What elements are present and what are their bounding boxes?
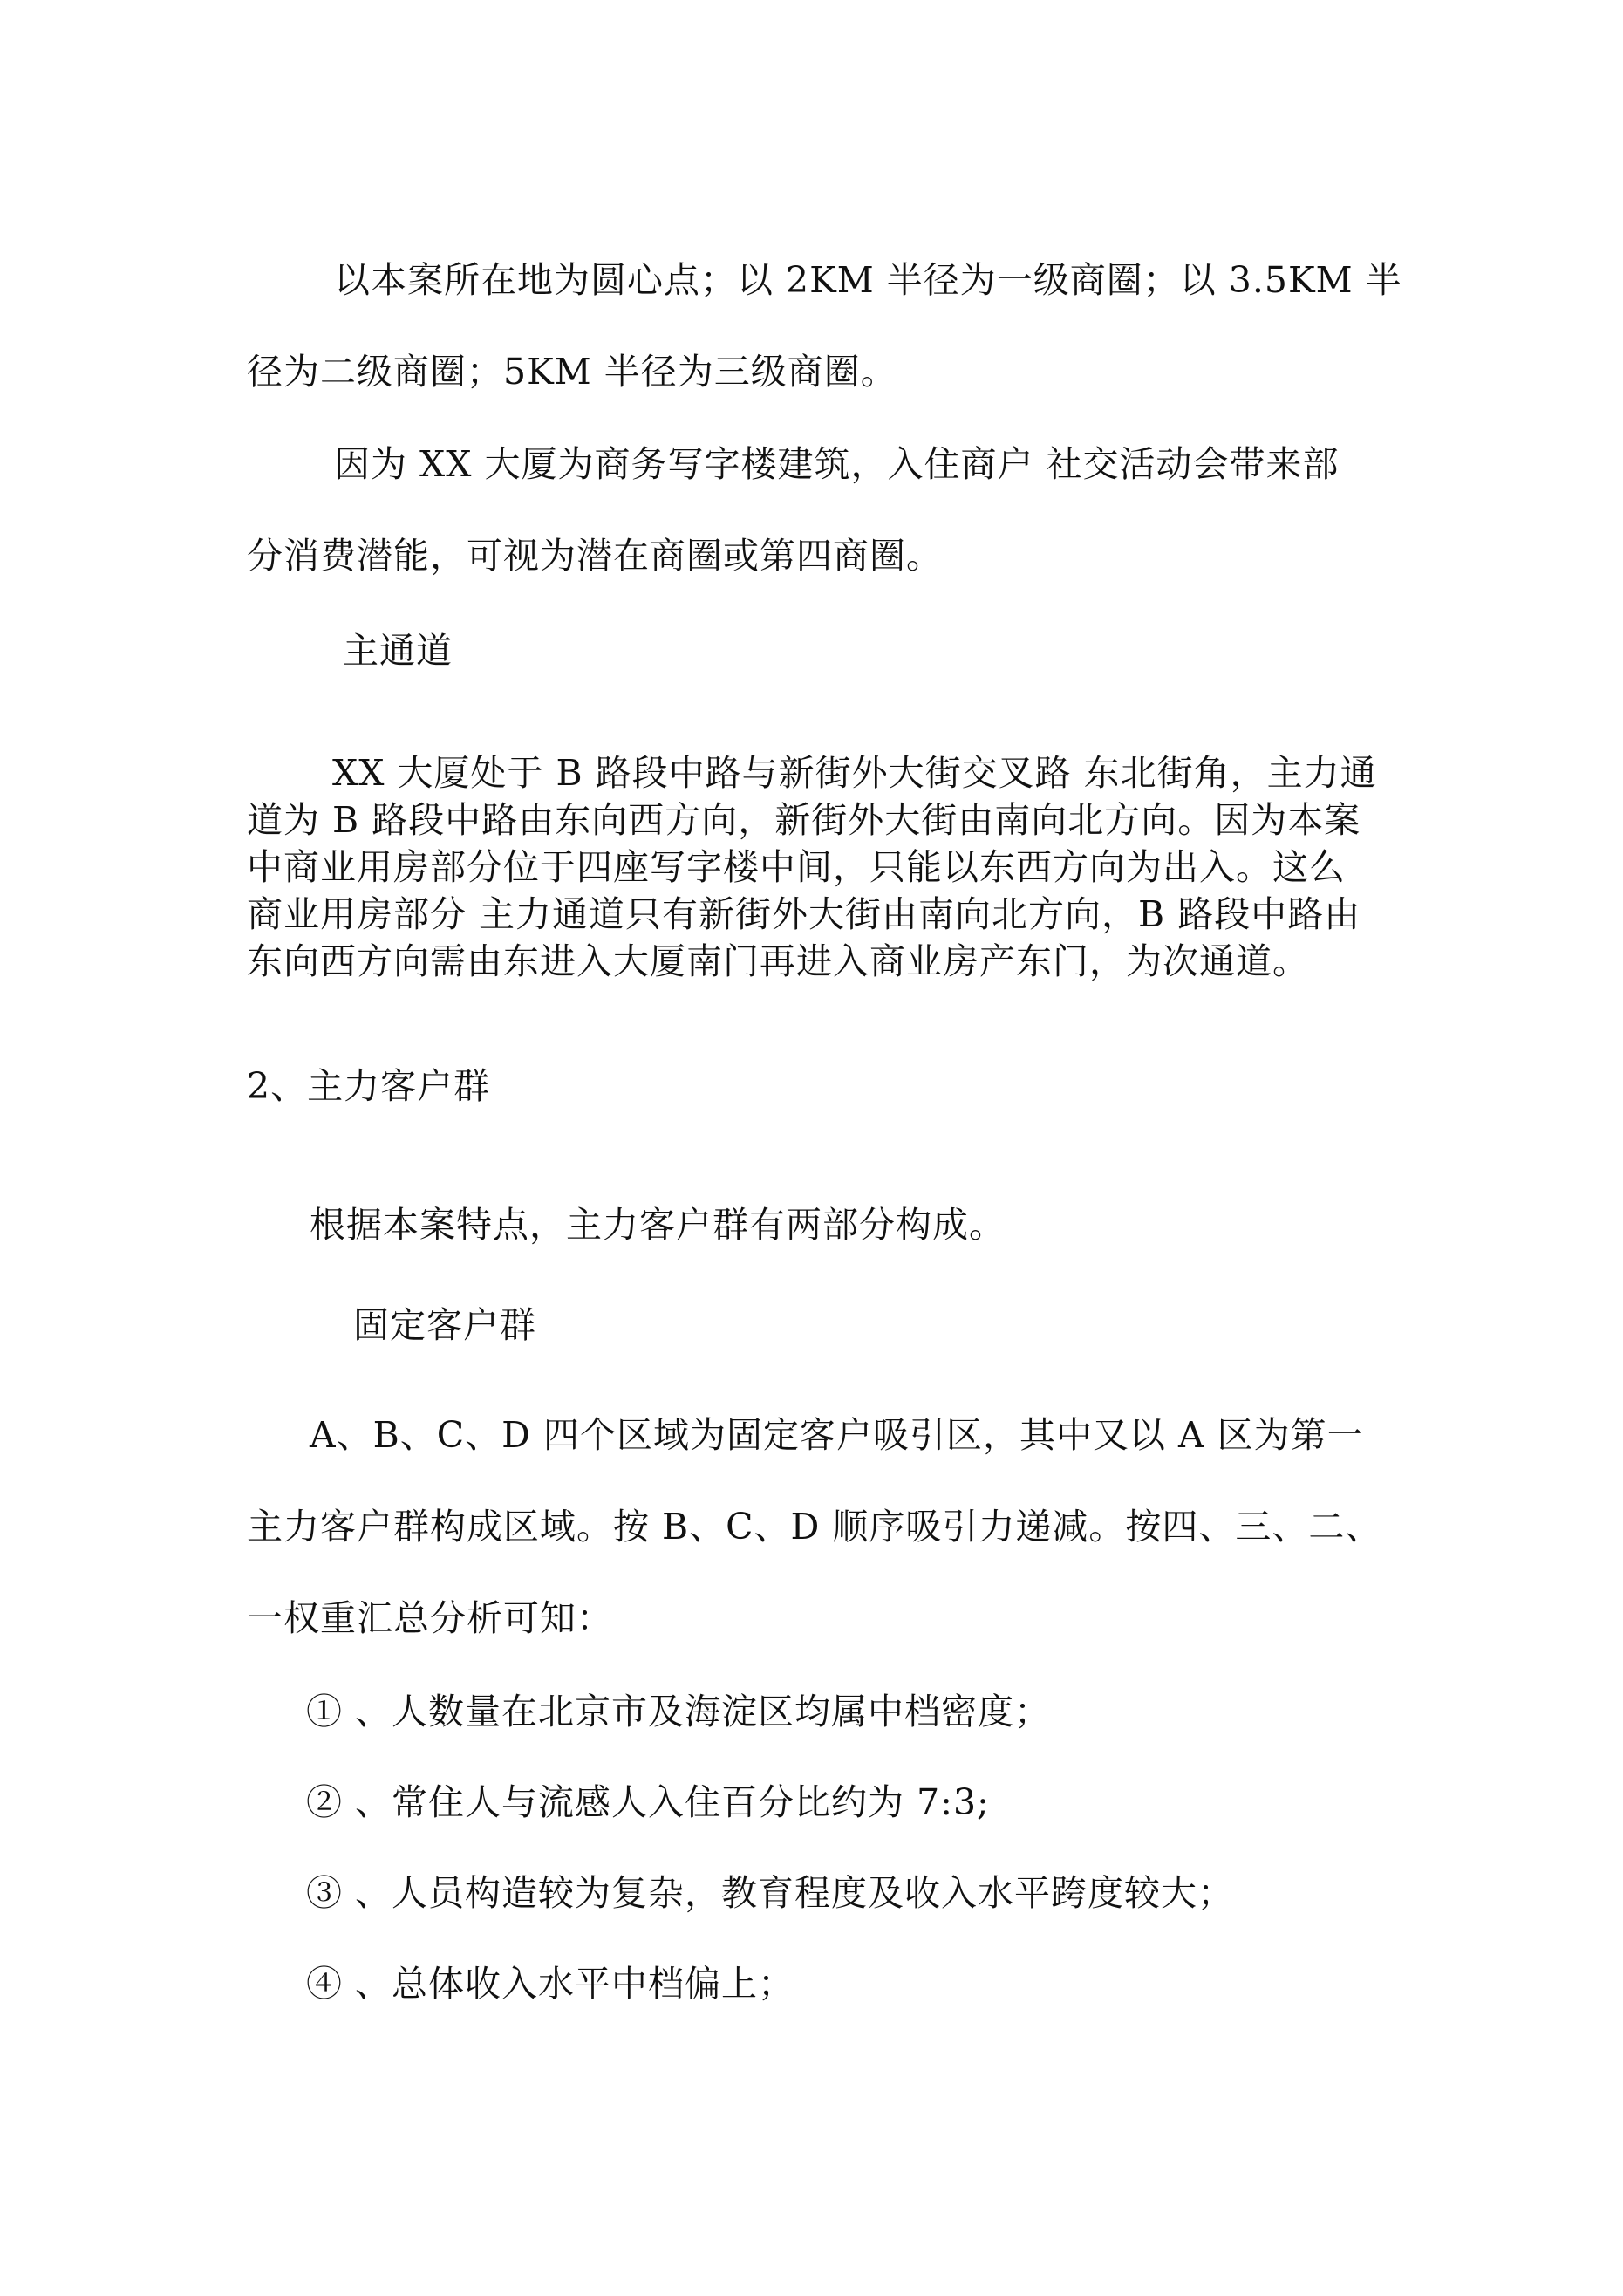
- list-item-finding-3: [247, 1848, 1450, 1939]
- text-line: 东向西方向需由东进入大厦南门再进入商业房产东门，为次通道。: [247, 940, 1309, 982]
- text-line: ④ 、总体收入水平中档偏上；: [306, 1963, 795, 2005]
- text-line: 中商业用房部分位于四座写字楼中间，只能以东西方向为出入。这么: [247, 846, 1346, 888]
- text-line: 商业用房部分 主力通道只有新街外大街由南向北方向，B 路段中路由: [247, 893, 1361, 935]
- heading-main-channel: [247, 605, 1450, 697]
- heading-section-2: [247, 1041, 1450, 1132]
- list-item-finding-4: [247, 1938, 1450, 2030]
- text-line: 分消费潜能，可视为潜在商圈或第四商圈。: [247, 535, 943, 577]
- text-line: ② 、常住人与流感人入住百分比约为 7:3;: [306, 1781, 990, 1823]
- heading-fixed-customers: [247, 1280, 1450, 1371]
- list-item-finding-1: [247, 1666, 1450, 1758]
- text-line: 径为二级商圈；5KM 半径为三级商圈。: [247, 351, 897, 393]
- paragraph-fixed-customers-description: [247, 1390, 1450, 1664]
- list-item-finding-2: [247, 1757, 1450, 1848]
- text-line: 以本案所在地为圆心点；以 2KM 半径为一级商圈；以 3.5KM 半: [334, 259, 1402, 301]
- text-line: 因为 XX 大厦为商务写字楼建筑，入住商户 社交活动会带来部: [334, 443, 1340, 485]
- paragraph-trade-area-definition: [247, 235, 1450, 418]
- text-line: ① 、人数量在北京市及海淀区均属中档密度；: [306, 1691, 1052, 1732]
- paragraph-main-channel-description: [247, 749, 1450, 985]
- text-line: ③ 、人员构造较为复杂，教育程度及收入水平跨度较大；: [306, 1872, 1235, 1914]
- paragraph-potential-trade-area: [247, 419, 1450, 602]
- text-line: A、B、C、D 四个区域为固定客户吸引区，其中又以 A 区为第一: [310, 1414, 1364, 1456]
- text-line: 道为 B 路段中路由东向西方向，新街外大街由南向北方向。因为本案: [247, 799, 1361, 841]
- text-line: XX 大厦处于 B 路段中路与新街外大街交叉路 东北街角，主力通: [332, 752, 1377, 794]
- paragraph-customer-composition: [247, 1179, 1450, 1271]
- text-line: 主通道: [343, 630, 453, 672]
- text-line: 一权重汇总分析可知：: [247, 1597, 613, 1639]
- text-line: 2、主力客户群: [247, 1065, 491, 1107]
- text-line: 根据本案特点，主力客户群有两部分构成。: [310, 1204, 1006, 1246]
- text-line: 固定客户群: [353, 1304, 536, 1346]
- text-line: 主力客户群构成区域。按 B、C、D 顺序吸引力递减。按四、三、二、: [247, 1506, 1382, 1548]
